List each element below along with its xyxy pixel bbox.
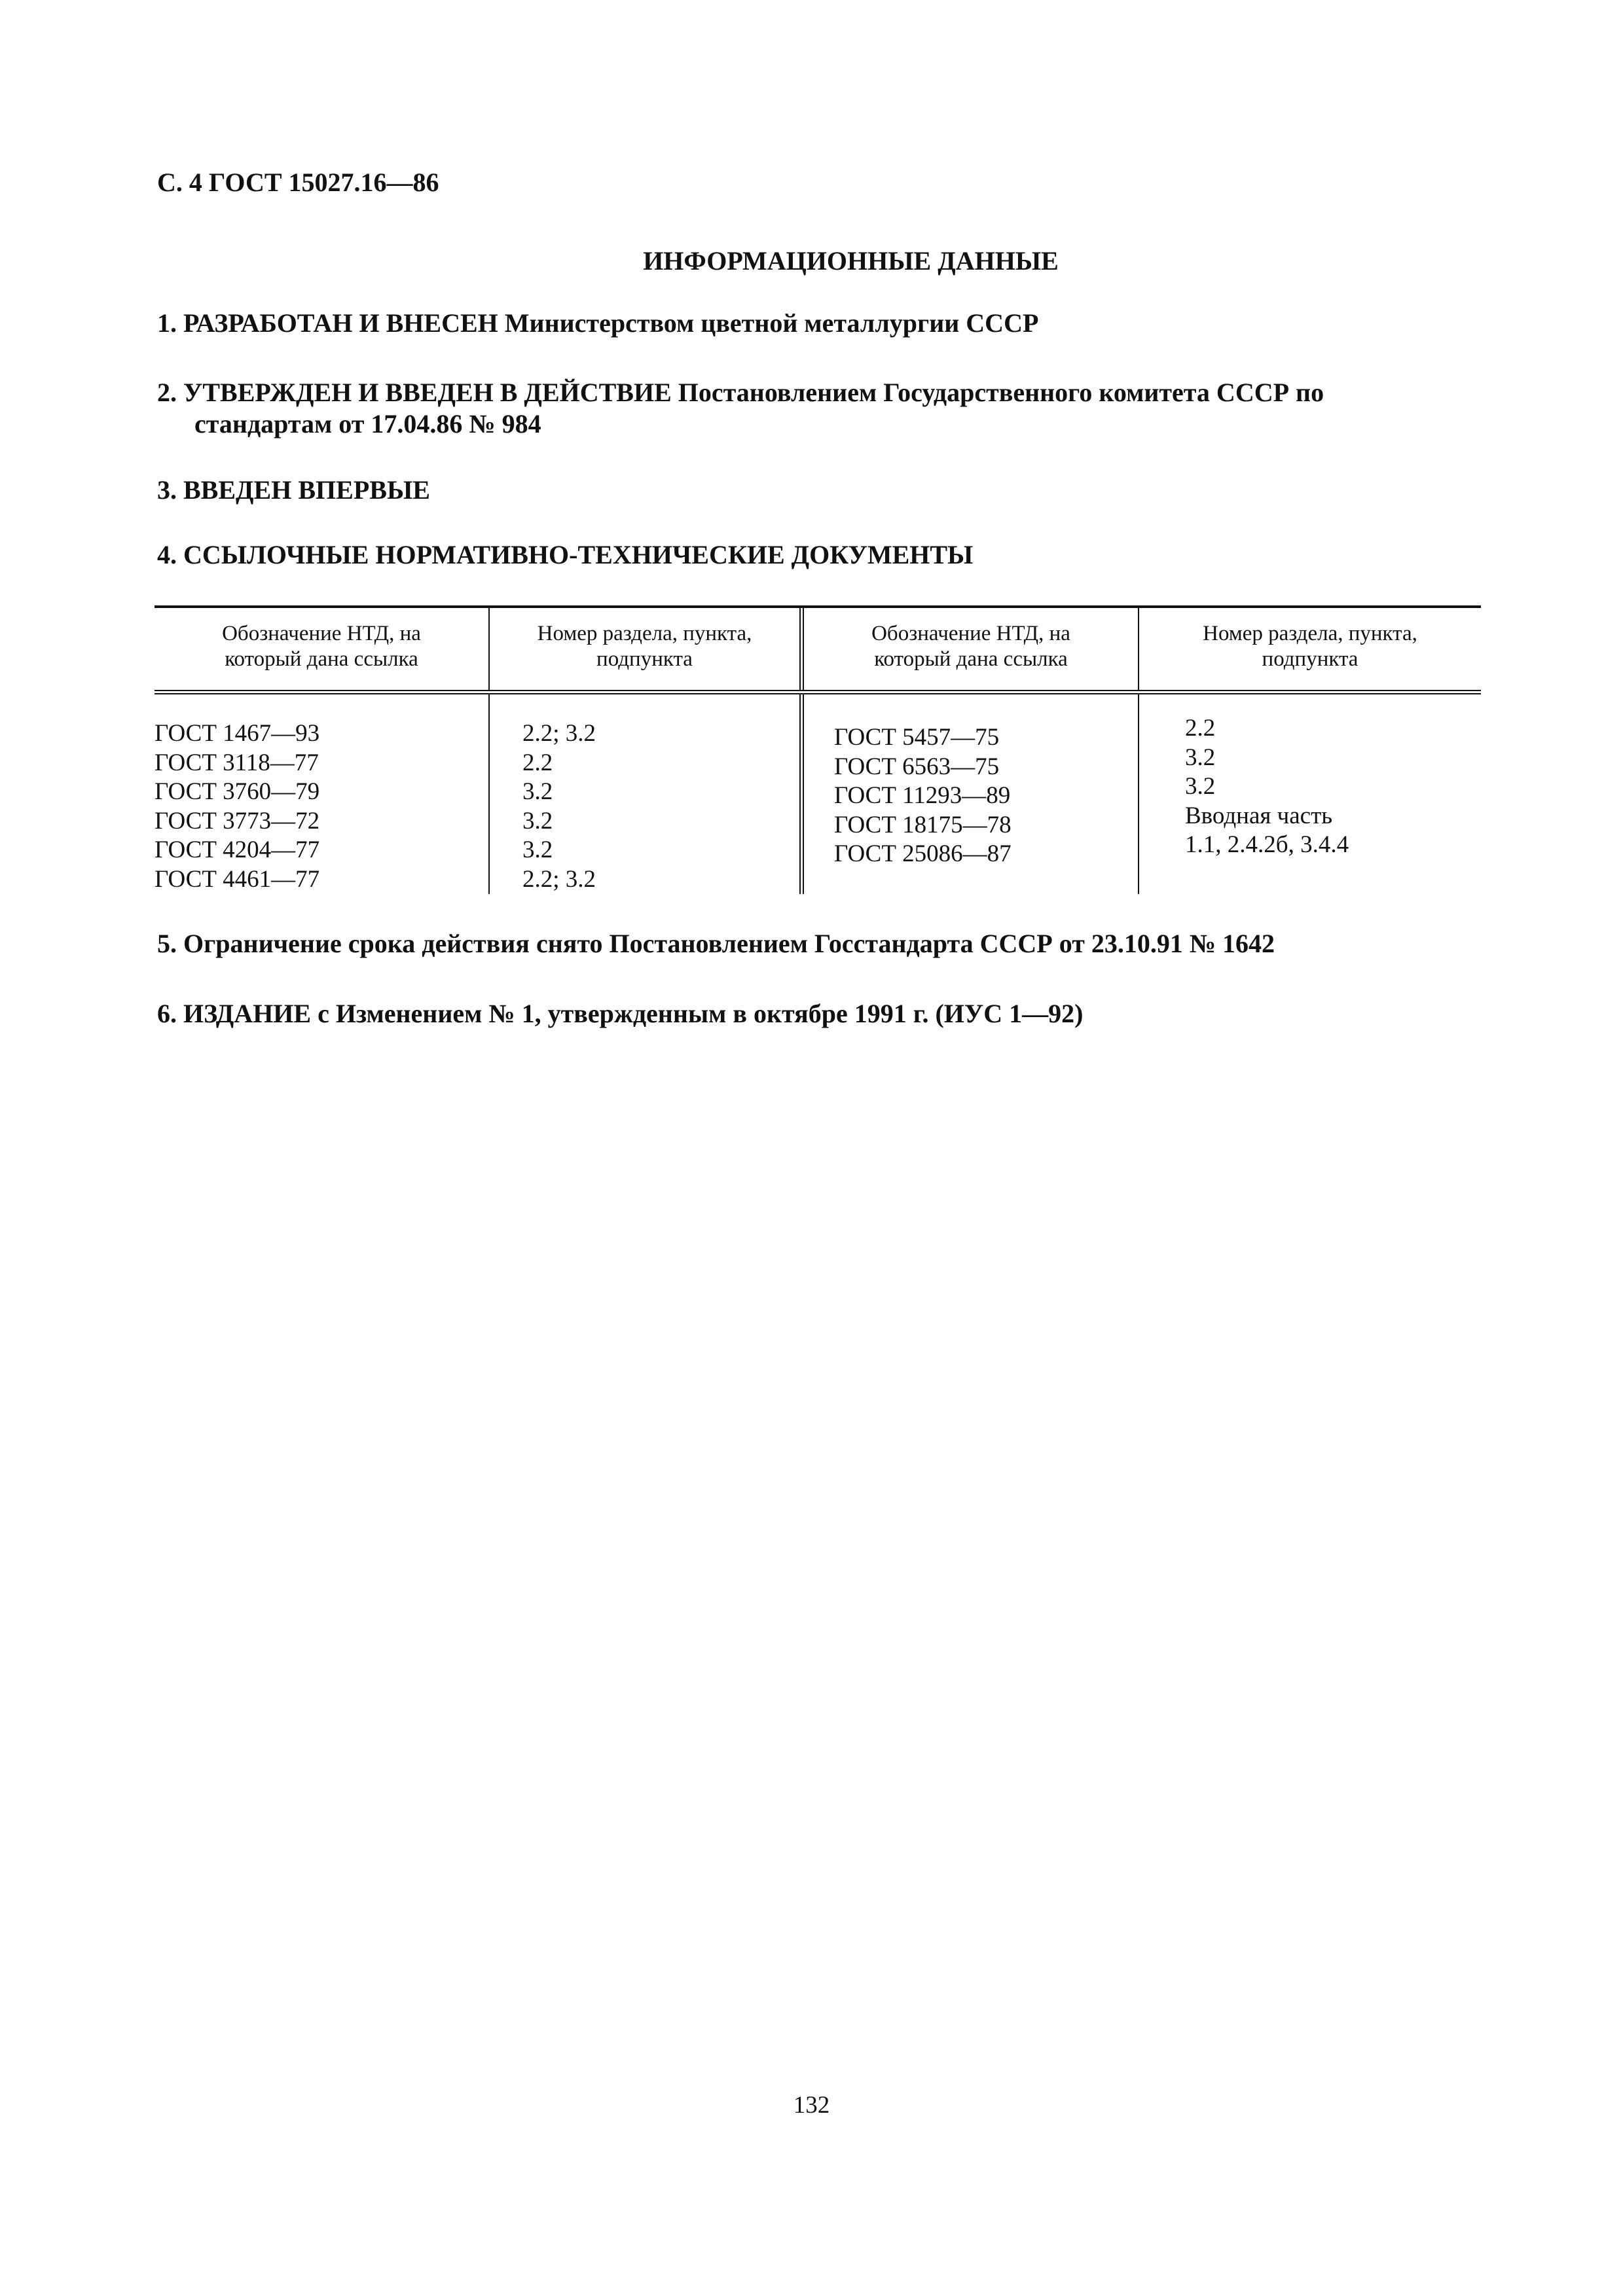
item-4-lead: 4. ССЫЛОЧНЫЕ НОРМАТИВНО-ТЕХНИЧЕСКИЕ ДОКУМЕНТЫ [157, 540, 974, 569]
table-cell: ГОСТ 1467—93 [155, 720, 320, 747]
section-title: ИНФОРМАЦИОННЫЕ ДАННЫЕ [643, 246, 1059, 276]
table-cell: ГОСТ 4204—77 [155, 836, 320, 863]
table-cell: 3.2 [1185, 773, 1216, 800]
item-6-text: 6. ИЗДАНИЕ с Изменением № 1, утвержденным в октябре 1991 г. (ИУС 1—92) [157, 999, 1084, 1028]
header-text: Номер раздела, пункта, [537, 622, 752, 645]
item-3-lead: 3. ВВЕДЕН ВПЕРВЫЕ [157, 475, 430, 505]
table-cell: ГОСТ 6563—75 [834, 753, 1000, 780]
header-text: Обозначение НТД, на [222, 622, 421, 645]
header-doc-designation-right [804, 608, 1139, 690]
table-cell: ГОСТ 25086—87 [834, 840, 1012, 867]
left-section-column [490, 694, 804, 894]
item-2-text-cont: стандартам от 17.04.86 № 984 [194, 409, 541, 439]
table-cell: 2.2; 3.2 [522, 865, 596, 893]
header-text: который дана ссылка [225, 647, 418, 671]
table-cell: 2.2 [1185, 715, 1216, 742]
header-text: Обозначение НТД, на [871, 622, 1070, 645]
table-cell: 3.2 [522, 807, 553, 834]
info-item-5 [157, 928, 1479, 960]
info-item-1 [157, 308, 1479, 339]
page-header: С. 4 ГОСТ 15027.16—86 [157, 168, 439, 197]
info-item-6 [157, 998, 1479, 1030]
reference-documents-table [155, 605, 1481, 894]
left-doc-column [155, 694, 490, 894]
table-cell: ГОСТ 3773—72 [155, 807, 320, 834]
page-number: 132 [793, 2092, 830, 2119]
info-item-3 [157, 475, 1479, 506]
table-header-row [155, 608, 1481, 694]
item-1-lead: 1. РАЗРАБОТАН И ВНЕСЕН [157, 308, 498, 338]
table-cell: 2.2 [522, 749, 553, 776]
right-doc-column [804, 694, 1139, 894]
table-cell: ГОСТ 11293—89 [834, 782, 1011, 809]
header-text: подпункта [596, 647, 693, 671]
table-cell: 3.2 [1185, 744, 1216, 771]
table-cell: 1.1, 2.4.2б, 3.4.4 [1185, 831, 1349, 858]
table-body [155, 694, 1481, 894]
table-cell: Вводная часть [1185, 802, 1333, 829]
item-2-text: Постановлением Государственного комитета СССР по [671, 378, 1324, 407]
table-cell: 2.2; 3.2 [522, 720, 596, 747]
right-section-column [1139, 694, 1481, 894]
header-text: Номер раздела, пункта, [1203, 622, 1417, 645]
header-doc-designation-left [155, 608, 490, 690]
table-cell: 3.2 [522, 836, 553, 863]
table-cell: ГОСТ 4461—77 [155, 865, 320, 893]
item-2-lead: 2. УТВЕРЖДЕН И ВВЕДЕН В ДЕЙСТВИЕ [157, 378, 672, 407]
info-item-4 [157, 539, 1479, 571]
table-cell: ГОСТ 3118—77 [155, 749, 319, 776]
table-cell: ГОСТ 5457—75 [834, 724, 1000, 751]
header-text: подпункта [1262, 647, 1359, 671]
header-text: который дана ссылка [874, 647, 1068, 671]
table-cell: ГОСТ 18175—78 [834, 811, 1012, 838]
table-cell: 3.2 [522, 778, 553, 805]
header-section-number-left [490, 608, 804, 690]
table-cell: ГОСТ 3760—79 [155, 778, 320, 805]
item-5-text: 5. Ограничение срока действия снято Постановлением Госстандарта СССР от 23.10.91 № 1642 [157, 929, 1275, 958]
item-1-text: Министерством цветной металлургии СССР [498, 308, 1039, 338]
info-item-2 [157, 377, 1479, 440]
header-section-number-right [1139, 608, 1481, 690]
